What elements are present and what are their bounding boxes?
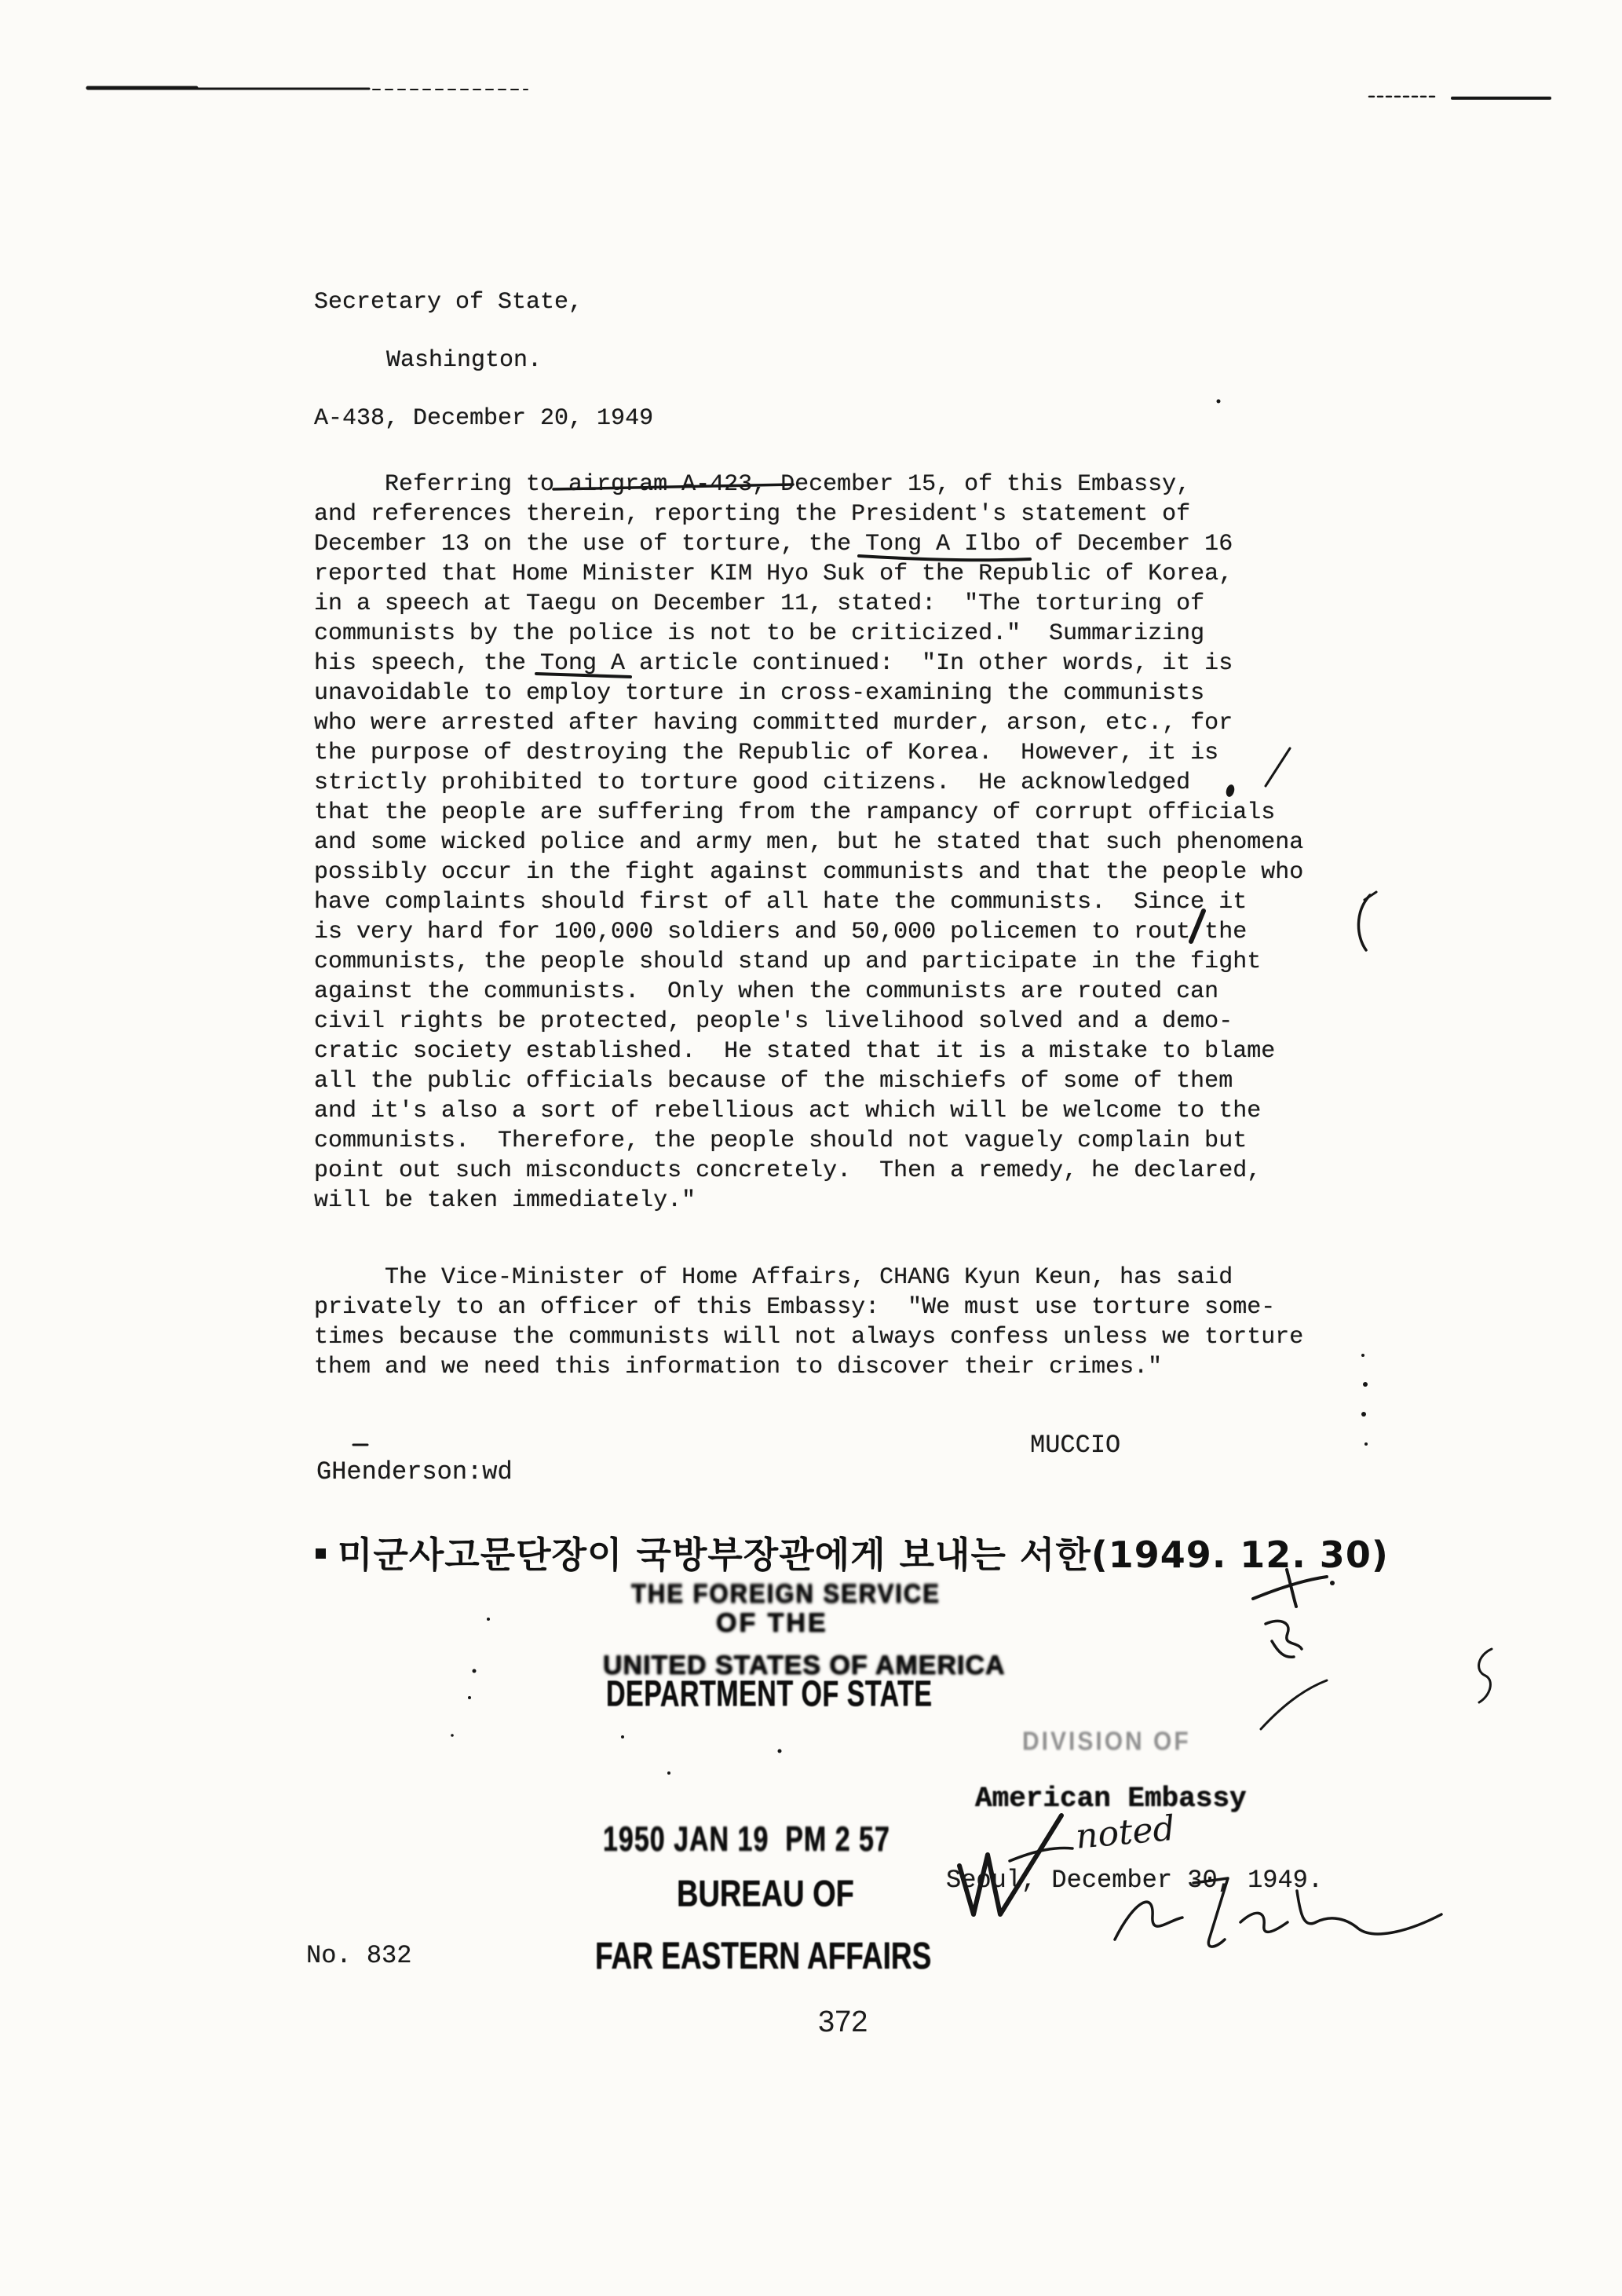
typed-line: civil rights be protected, people's livelihood solved and a demo-	[314, 1008, 1233, 1035]
speck-stamp-1	[621, 1735, 624, 1738]
caption-bullet	[316, 1548, 326, 1559]
typed-line: against the communists. Only when the communists are routed can	[314, 978, 1219, 1005]
typed-line: times because the communists will not always confess unless we torture	[314, 1324, 1304, 1351]
signature-squiggle-4	[1297, 1891, 1441, 1934]
typed-line: and references therein, reporting the President's statement of	[314, 501, 1191, 528]
typed-line: and some wicked police and army men, but he stated that such phenomena	[314, 829, 1304, 856]
recipient-line-1: Secretary of State,	[314, 289, 583, 316]
drafter-initials: GHenderson:wd	[316, 1457, 513, 1486]
typed-line: unavoidable to employ torture in cross-examining the communists	[314, 680, 1205, 707]
speck-left-2	[487, 1618, 490, 1621]
typed-line: Referring to airgram A-423, December 15, of this Embassy,	[314, 471, 1191, 498]
signature-squiggle-1	[1115, 1902, 1182, 1940]
pen-squiggle-edge	[1479, 1649, 1492, 1702]
typed-line: in a speech at Taegu on December 11, stated: "The torturing of	[314, 590, 1205, 617]
bureau-stamp-line2: FAR EASTERN AFFAIRS	[595, 1935, 932, 1977]
paragraph-2	[314, 1263, 1303, 1382]
typed-line: is very hard for 100,000 soldiers and 50,000 policemen to rout the	[314, 919, 1248, 945]
typed-line: will be taken immediately."	[314, 1187, 696, 1214]
pen-dot-1	[1330, 1581, 1335, 1585]
department-of-state-stamp: DEPARTMENT OF STATE	[606, 1674, 933, 1715]
korean-caption: 미군사고문단장이 국방부장관에게 보내는 서한(1949. 12. 30)	[338, 1534, 1389, 1576]
margin-speck-4	[1364, 1442, 1368, 1446]
signature-squiggle-3	[1240, 1913, 1288, 1932]
margin-speck-3	[1361, 1412, 1366, 1417]
typed-line: communists. Therefore, the people should not vaguely complain but	[314, 1128, 1248, 1154]
typed-line: point out such misconducts concretely. Then a remedy, he declared,	[314, 1157, 1262, 1184]
pen-arc-right	[1261, 1680, 1327, 1729]
received-datestamp: 1950 JAN 19 PM 2 57	[603, 1820, 890, 1859]
speck-left-1	[473, 1669, 477, 1673]
margin-check-stroke	[1358, 895, 1370, 950]
typed-line: and it's also a sort of rebellious act which will be welcome to the	[314, 1098, 1262, 1124]
margin-check-tip	[1364, 892, 1376, 900]
american-embassy-stamp: American Embassy	[975, 1782, 1247, 1815]
noted-handwriting: noted	[1074, 1808, 1177, 1857]
division-of-stamp: DIVISION OF	[1022, 1727, 1191, 1757]
page-number: 372	[818, 2005, 868, 2038]
foreign-service-stamp-line3: UNITED STATES OF AMERICA	[603, 1651, 1006, 1680]
bureau-stamp-line1: BUREAU OF	[677, 1874, 854, 1915]
pen-scribble-blob	[1266, 1621, 1302, 1649]
margin-speck-1	[1361, 1354, 1364, 1357]
file-number: No. 832	[306, 1941, 412, 1970]
typed-line: reported that Home Minister KIM Hyo Suk of the Republic of Korea,	[314, 561, 1233, 587]
typed-line: privately to an officer of this Embassy: "We must use torture some-	[314, 1294, 1276, 1321]
typed-line: who were arrested after having committed murder, arson, etc., for	[314, 710, 1233, 737]
typed-line: all the public officials because of the mischiefs of some of them	[314, 1068, 1233, 1095]
typed-line: cratic society established. He stated that it is a mistake to blame	[314, 1038, 1276, 1065]
margin-speck-2	[1363, 1382, 1368, 1387]
typed-line: that the people are suffering from the rampancy of corrupt officials	[314, 799, 1276, 826]
signer-name: MUCCIO	[1030, 1431, 1121, 1460]
typed-line: his speech, the Tong A article continued: "In other words, it is	[314, 650, 1233, 677]
reference-line: A-438, December 20, 1949	[314, 405, 654, 432]
typed-line: have complaints should first of all hate the communists. Since it	[314, 889, 1248, 916]
speck-stamp-3	[667, 1771, 670, 1775]
typed-line: strictly prohibited to torture good citizens. He acknowledged	[314, 770, 1191, 796]
typed-line: communists by the police is not to be criticized." Summarizing	[314, 620, 1205, 647]
foreign-service-stamp-line1: THE FOREIGN SERVICE	[631, 1578, 941, 1609]
typed-line: possibly occur in the fight against communists and that the people who	[314, 859, 1304, 886]
typed-line: The Vice-Minister of Home Affairs, CHANG Kyun Keun, has said	[314, 1264, 1233, 1291]
speck-left-4	[451, 1734, 454, 1737]
stray-dot-header	[1217, 400, 1221, 404]
recipient-line-2: Washington.	[386, 347, 542, 374]
paragraph-1	[314, 470, 1303, 1216]
typed-line: the purpose of destroying the Republic of Korea. However, it is	[314, 740, 1219, 766]
typed-line: them and we need this information to discover their crimes."	[314, 1354, 1163, 1380]
foreign-service-stamp-line2: OF THE	[716, 1608, 828, 1638]
speck-stamp-2	[778, 1749, 782, 1753]
handwritten-w-flourish	[959, 1815, 1061, 1914]
typed-line: communists, the people should stand up and participate in the fight	[314, 949, 1262, 975]
typed-line: December 13 on the use of torture, the Tong A Ilbo of December 16	[314, 531, 1233, 558]
speck-left-3	[468, 1696, 471, 1699]
origin-line: Seoul, December 30, 1949.	[946, 1866, 1324, 1895]
